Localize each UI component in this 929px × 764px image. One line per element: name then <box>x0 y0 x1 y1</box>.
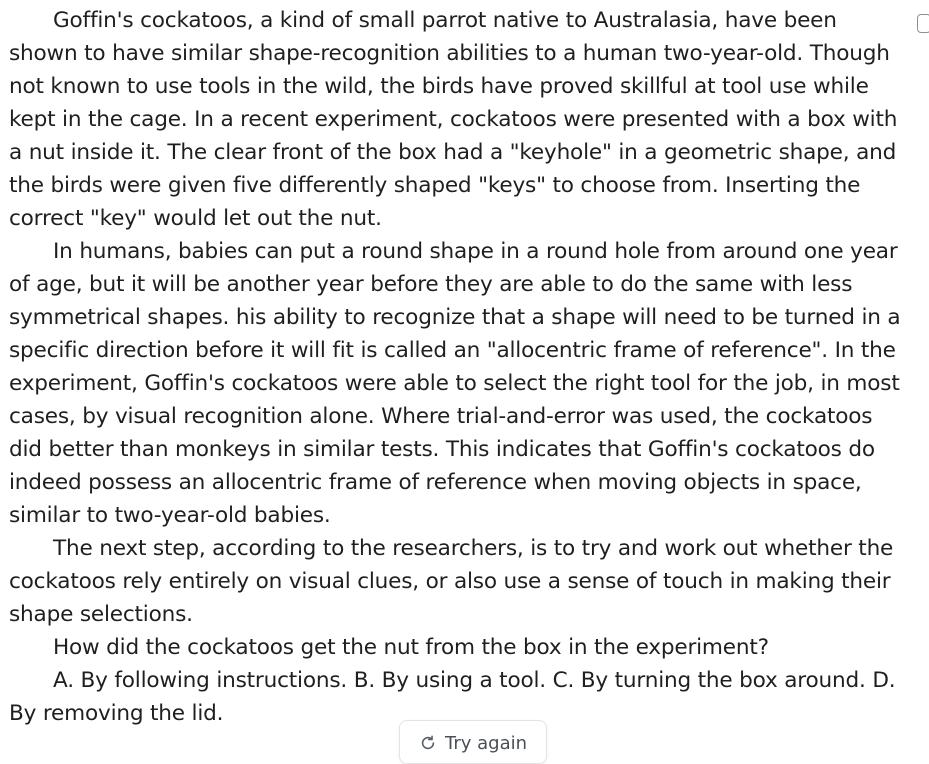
message-content <box>9 4 904 730</box>
refresh-icon <box>419 734 437 752</box>
answer-options: A. By following instructions. B. By using a tool. C. By turning the box around. D. By removing the lid. <box>9 668 896 726</box>
paragraph: Goffin's cockatoos, a kind of small parrot native to Australasia, have been shown to have similar shape-recognition abilities to a human two-year-old. Though not known to use tools in the wild, the birds have proved skillful at tool use while kept in the cage. In a recent experiment, cockatoos were presented with a box with a nut inside it. The clear front of the box had a "keyhole" in a geometric shape, and the birds were given five differently shaped "keys" to choose from. Inserting the correct "key" would let out the nut. <box>9 8 898 231</box>
copy-icon[interactable] <box>917 14 929 33</box>
paragraph: The next step, according to the researchers, is to try and work out whether the cockatoos rely entirely on visual clues, or also use a sense of touch in making their shape selections. <box>9 536 894 627</box>
try-again-label: Try again <box>444 732 528 754</box>
try-again-button[interactable] <box>399 720 547 764</box>
paragraph: In humans, babies can put a round shape in a round hole from around one year of age, but it will be another year before they are able to do the same with less symmetrical shapes. his ability to recognize that a shape will need to be turned in a specific direction before it will fit is called an "allocentric frame of reference". In the experiment, Goffin's cockatoos were able to select the right tool for the job, in most cases, by visual recognition alone. Where trial-and-error was used, the cockatoos did better than monkeys in similar tests. This indicates that Goffin's cockatoos do indeed possess an allocentric frame of reference when moving objects in space, similar to two-year-old babies. <box>9 239 901 528</box>
question: How did the cockatoos get the nut from the box in the experiment? <box>53 635 769 660</box>
